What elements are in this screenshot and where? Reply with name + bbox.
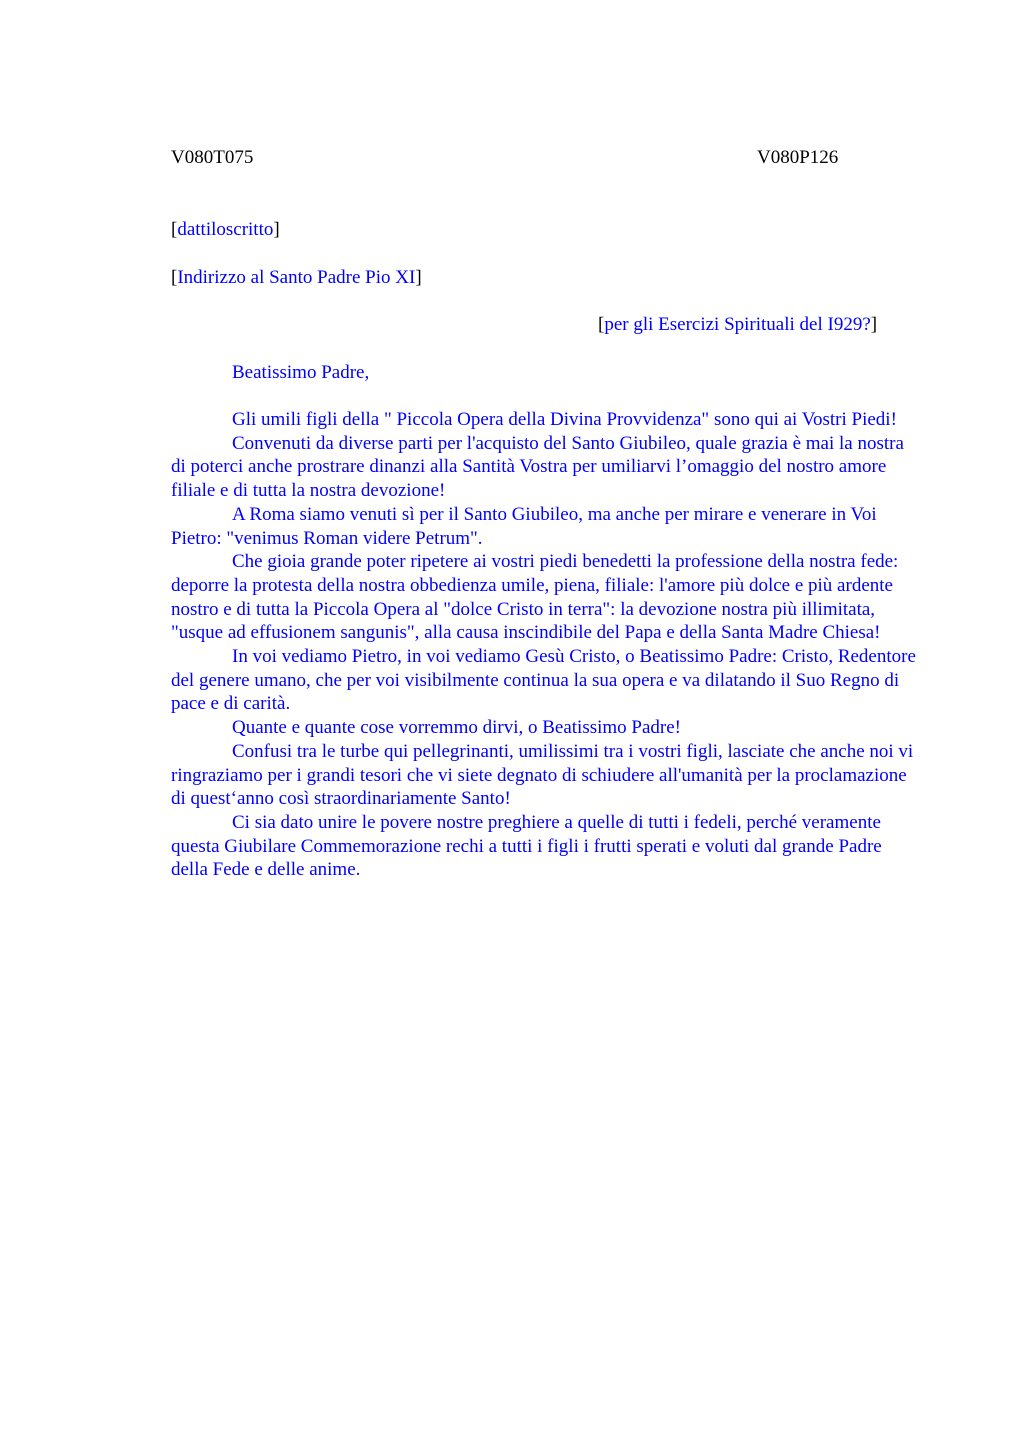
letter-paragraph: Convenuti da diverse parti per l'acquisto del Santo Giubileo, quale grazia è mai la nostra di poterci anche prostrare dinanzi alla Santità Vostra per umiliarvi l’omaggio del nostro amore filiale e di tutta la nostra devozione! (171, 432, 904, 502)
letter-salutation: Beatissimo Padre, (232, 362, 370, 383)
letter-paragraph: Ci sia dato unire le povere nostre preghiere a quelle di tutti i fedeli, perché veramente questa Giubilare Commemorazione rechi a tutti i figli i frutti sperati e voluti dal grande Padre della Fede e delle anime. (171, 811, 882, 881)
letter-paragraph: Che gioia grande poter ripetere ai vostri piedi benedetti la professione della nostra fede: deporre la protesta della nostra obbedienza umile, piena, filiale: l'amore più dolce e più ardente nostro e di tutta la Piccola Opera al "dolce Cristo in terra": la devozione nostra più illimitata, "usque ad effusionem sangunis", alla causa inscindibile del Papa e della Santa Madre Chiesa! (171, 551, 899, 644)
bracket-open: [ (171, 219, 178, 240)
document-code-left: V080T075 (171, 147, 254, 168)
letter-paragraph: In voi vediamo Pietro, in voi vediamo Gesù Cristo, o Beatissimo Padre: Cristo, Redentore del genere umano, che per voi visibilmente continua la sua opera e va dilatando il Suo Regno di pace e di carità. (171, 646, 916, 715)
letter-paragraph: A Roma siamo venuti sì per il Santo Giubileo, ma anche per mirare e venerare in Voi Pietro: "venimus Roman videre Petrum". (171, 503, 877, 549)
typescript-label: dattiloscritto (177, 219, 274, 240)
letter-body (171, 408, 923, 882)
bracket-close: ] (415, 267, 422, 288)
occasion-note (598, 313, 877, 337)
letter-paragraph: Gli umili figli della " Piccola Opera della Divina Provvidenza" sono qui ai Vostri Piedi! (232, 409, 897, 430)
letter-paragraph: Confusi tra le turbe qui pellegrinanti, umilissimi tra i vostri figli, lasciate che anche noi vi ringraziamo per i grandi tesori che vi siete degnato di schiudere all'umanità per la proclamazione di quest‘anno così straordinariamente Santo! (171, 740, 914, 810)
bracket-open: [ (598, 314, 605, 335)
typescript-note (171, 218, 280, 242)
document-code-right: V080P126 (757, 147, 839, 168)
letter-paragraph: Quante e quante cose vorremmo dirvi, o Beatissimo Padre! (232, 717, 682, 739)
document-title (171, 266, 422, 290)
bracket-open: [ (171, 267, 178, 288)
occasion-text: per gli Esercizi Spirituali del I929? (604, 314, 871, 335)
document-title-text: Indirizzo al Santo Padre Pio XI (177, 267, 416, 288)
bracket-close: ] (273, 219, 280, 240)
bracket-close: ] (870, 314, 878, 335)
